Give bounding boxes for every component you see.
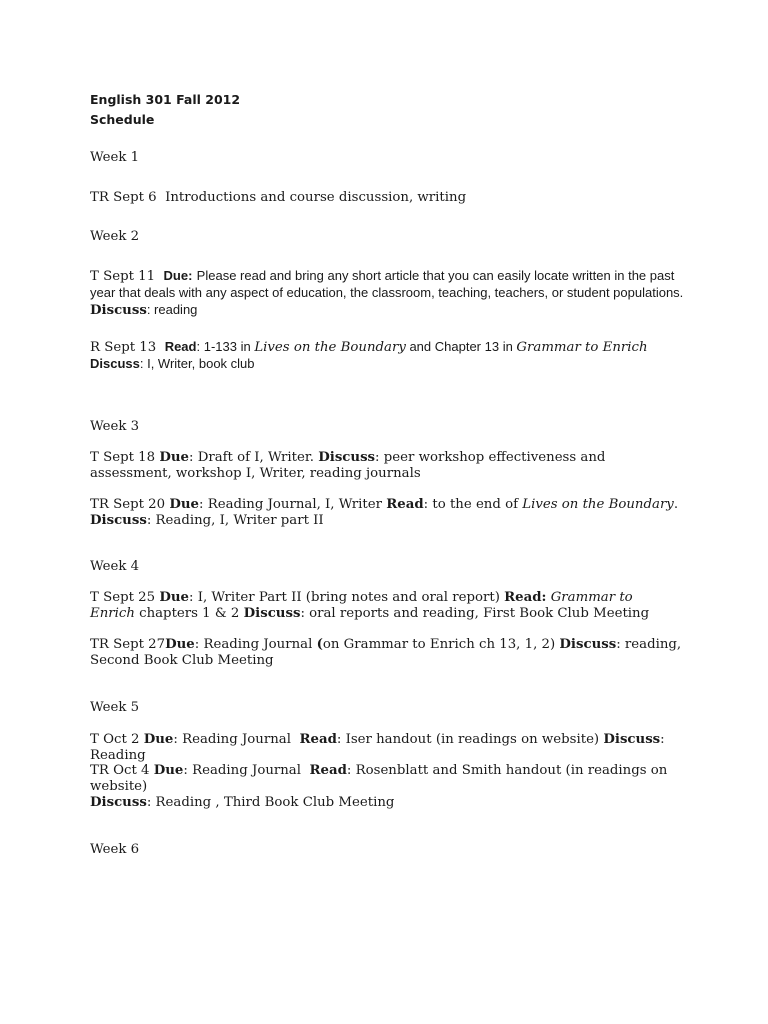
due-label: Due (143, 732, 174, 747)
due-label: Due (153, 763, 184, 778)
discuss-label: Discuss (603, 732, 661, 747)
discuss-label: Discuss (318, 450, 376, 465)
read-label: Read (386, 497, 424, 512)
document-header (90, 90, 690, 130)
entry-sept-25 (90, 590, 650, 622)
entry-text: : reading, Second Book Club Meeting (90, 637, 682, 668)
entry-date: TR Oct 4 (90, 763, 150, 778)
discuss-label: Discuss (90, 513, 147, 528)
discuss-label: Discuss (90, 303, 147, 318)
week-2-heading: Week 2 (90, 229, 140, 244)
entry-sept-20 (90, 497, 690, 529)
discuss-label: Discuss (90, 356, 140, 371)
entry-text: : Reading Journal (183, 763, 310, 778)
entry-date: TR Sept 20 (90, 497, 166, 512)
entry-sept-13 (90, 339, 690, 373)
entry-oct-4 (90, 763, 690, 811)
entry-sept-27 (90, 637, 690, 669)
week-1-heading: Week 1 (90, 150, 140, 165)
entry-sept-11 (90, 268, 690, 319)
entry-oct-2 (90, 732, 690, 764)
read-label: Read: (504, 590, 547, 605)
entry-date: T Oct 2 (90, 732, 140, 747)
entry-text: : Reading Journal (173, 732, 300, 747)
read-label: Read (299, 732, 337, 747)
entry-text: : reading (146, 302, 198, 317)
due-label: Due (159, 590, 189, 605)
entry-text: : I, Writer Part II (bring notes and oral report) (188, 590, 505, 605)
paren-mark: ( (316, 637, 323, 652)
entry-text: . (673, 497, 679, 512)
entry-text: : I, Writer, book club (139, 356, 255, 371)
read-label: Read (164, 339, 197, 354)
entry-date: R Sept 13 (90, 340, 157, 355)
entry-sept-18 (90, 450, 650, 482)
read-label: Read (309, 763, 347, 778)
entry-date: T Sept 11 (90, 269, 156, 284)
due-label: Due: (163, 268, 193, 283)
entry-text: : Draft of I, Writer. (188, 450, 319, 465)
entry-text: : oral reports and reading, First Book Club Meeting (300, 606, 650, 621)
week-4-heading: Week 4 (90, 559, 140, 574)
entry-text: Please read and bring any short article that you can easily locate written in the past year that deals with any aspect of education, the classroom, teaching, teachers, or student populations. (90, 268, 684, 300)
entry-text: : Reading (90, 732, 665, 763)
book-title: Lives on the Boundary (522, 497, 674, 512)
week-3-heading: Week 3 (90, 419, 140, 434)
entry-text: : Rosenblatt and Smith handout (in readings on website) (90, 763, 668, 794)
due-label: Due (159, 450, 189, 465)
entry-text: : Iser handout (in readings on website) (336, 732, 604, 747)
entry-text: chapters 1 & 2 (134, 606, 244, 621)
course-title: English 301 Fall 2012 (90, 92, 241, 107)
book-title: Grammar to Enrich (90, 590, 633, 621)
entry-text: and Chapter 13 in (405, 339, 517, 354)
week-6-heading: Week 6 (90, 842, 140, 857)
discuss-label: Discuss (243, 606, 301, 621)
entry-text: : Reading, I, Writer part II (146, 513, 324, 528)
week-5-heading: Week 5 (90, 700, 140, 715)
entry-text: : to the end of (423, 497, 523, 512)
discuss-label: Discuss (559, 637, 617, 652)
entry-date: TR Sept 6 (90, 190, 157, 205)
due-label: Due (165, 637, 195, 652)
entry-text: Introductions and course discussion, writing (165, 190, 467, 205)
entry-text: : peer workshop effectiveness and assessment, workshop I, Writer, reading journals (90, 450, 606, 481)
schedule-heading: Schedule (90, 112, 155, 127)
due-label: Due (169, 497, 199, 512)
entry-date: T Sept 18 (90, 450, 156, 465)
entry-text: on Grammar to Enrich ch 13, 1, 2) (322, 637, 560, 652)
entry-date: T Sept 25 (90, 590, 156, 605)
entry-date: TR Sept 27 (90, 637, 166, 652)
entry-text: : 1-133 in (196, 339, 255, 354)
entry-sept-6 (90, 190, 690, 206)
discuss-label: Discuss (90, 795, 147, 810)
book-title: Lives on the Boundary (254, 340, 406, 355)
book-title: Grammar to Enrich (516, 340, 648, 355)
entry-text: : Reading , Third Book Club Meeting (146, 795, 395, 810)
entry-text: : Reading Journal (194, 637, 317, 652)
entry-text: : Reading Journal, I, Writer (199, 497, 387, 512)
